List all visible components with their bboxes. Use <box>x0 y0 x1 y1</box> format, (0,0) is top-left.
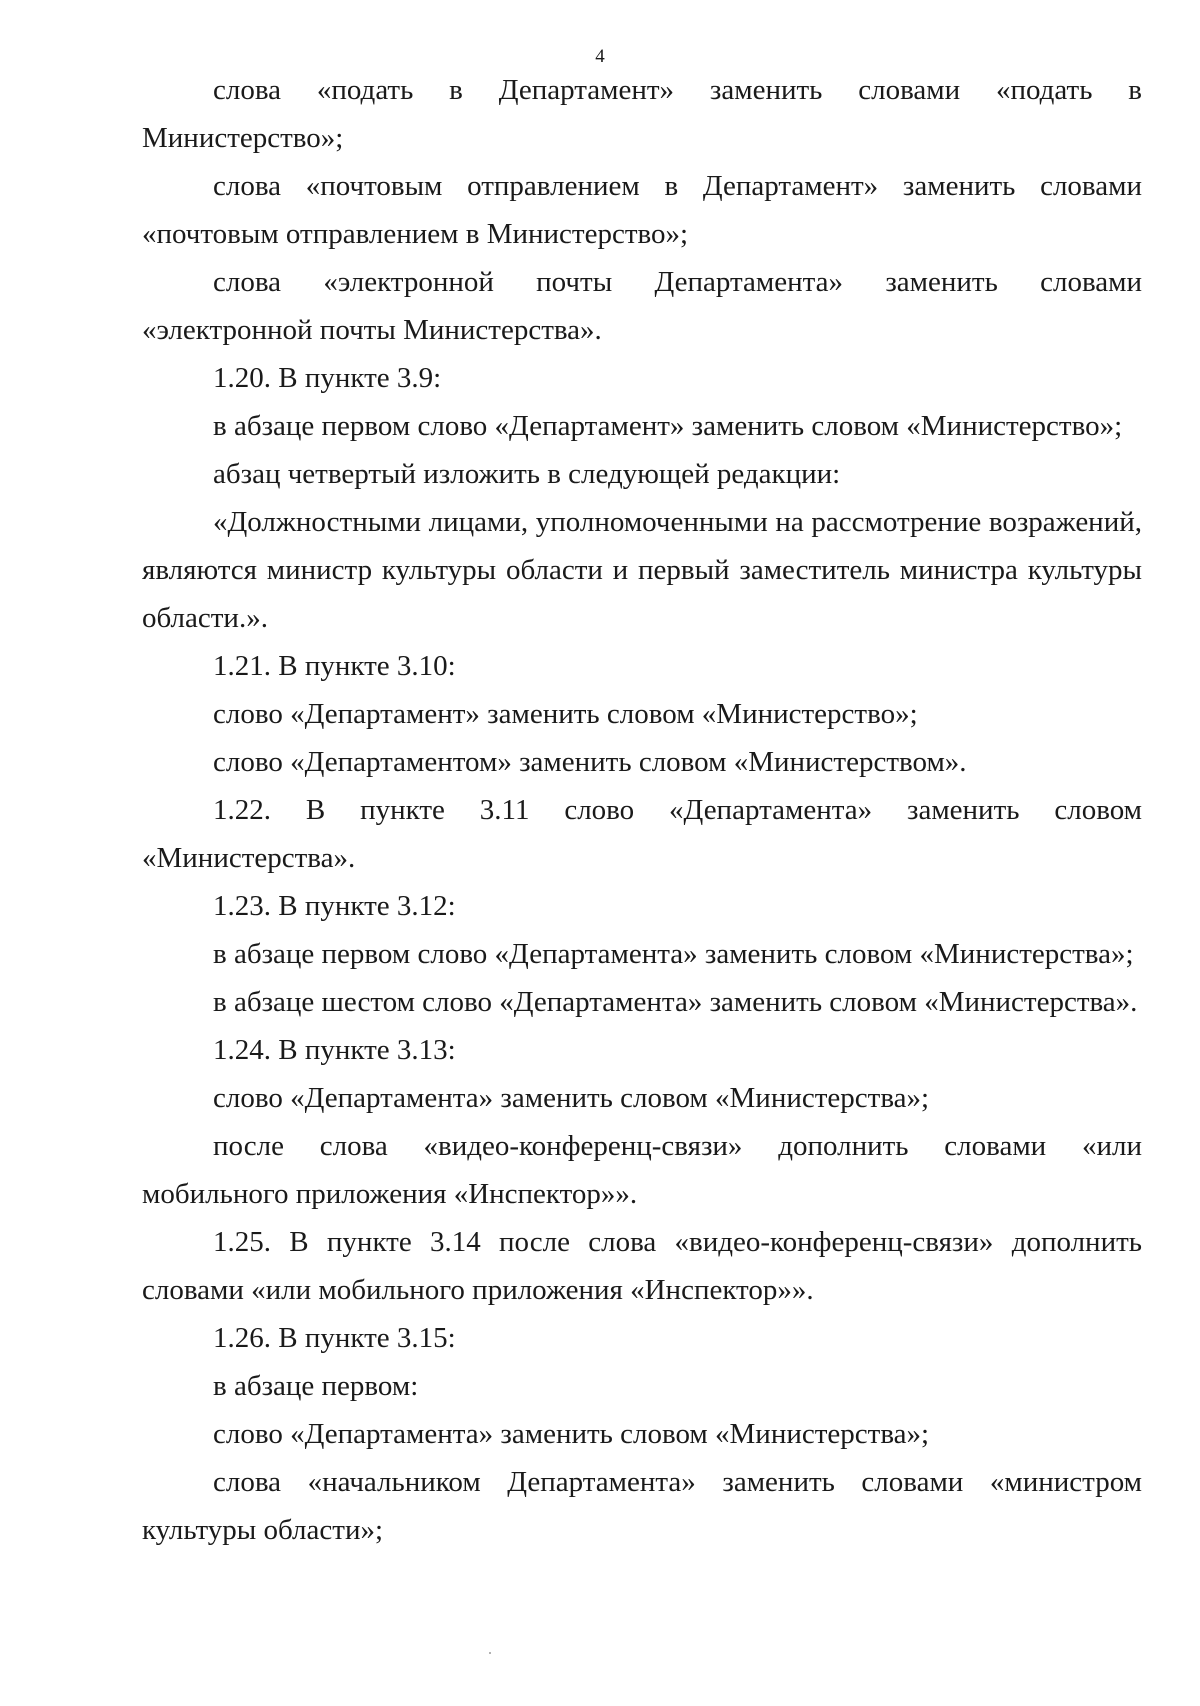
clause-heading: 1.22. В пункте 3.11 слово «Департамента» заменить словом «Министерства». <box>142 794 1142 874</box>
paragraph: слово «Департамента» заменить словом «Министерства»; <box>213 1082 930 1114</box>
clause-heading: 1.21. В пункте 3.10: <box>213 650 456 682</box>
clause-heading: 1.23. В пункте 3.12: <box>213 890 456 922</box>
paragraph: в абзаце первом слово «Департамента» заменить словом «Министерства»; <box>213 938 1134 970</box>
paragraph: слова «почтовым отправлением в Департамент» заменить словами «почтовым отправлением в Министерство»; <box>142 170 1142 250</box>
paragraph: после слова «видео-конференц-связи» дополнить словами «или мобильного приложения «Инспектор»». <box>142 1130 1142 1210</box>
clause-heading: 1.24. В пункте 3.13: <box>213 1034 456 1066</box>
paragraph: слова «начальником Департамента» заменить словами «министром культуры области»; <box>142 1466 1142 1546</box>
paragraph: «Должностными лицами, уполномоченными на рассмотрение возражений, являются министр культуры области и первый заместитель министра культуры области.». <box>142 506 1142 634</box>
paragraph: слово «Департамента» заменить словом «Министерства»; <box>213 1418 930 1450</box>
document-body <box>142 66 1142 1554</box>
paragraph: в абзаце первом: <box>213 1370 419 1402</box>
paragraph: слово «Департамент» заменить словом «Министерство»; <box>213 698 918 730</box>
scan-speck <box>489 1652 491 1654</box>
paragraph: в абзаце шестом слово «Департамента» заменить словом «Министерства». <box>213 986 1138 1018</box>
paragraph: слова «подать в Департамент» заменить словами «подать в Министерство»; <box>142 74 1142 154</box>
clause-heading: 1.20. В пункте 3.9: <box>213 362 442 394</box>
paragraph: в абзаце первом слово «Департамент» заменить словом «Министерство»; <box>213 410 1123 442</box>
clause-heading: 1.25. В пункте 3.14 после слова «видео-конференц-связи» дополнить словами «или мобильного приложения «Инспектор»». <box>142 1226 1142 1306</box>
clause-heading: 1.26. В пункте 3.15: <box>213 1322 456 1354</box>
paragraph: абзац четвертый изложить в следующей редакции: <box>213 458 841 490</box>
page-number: 4 <box>595 46 605 67</box>
paragraph: слова «электронной почты Департамента» заменить словами «электронной почты Министерства». <box>142 266 1142 346</box>
paragraph: слово «Департаментом» заменить словом «Министерством». <box>213 746 967 778</box>
